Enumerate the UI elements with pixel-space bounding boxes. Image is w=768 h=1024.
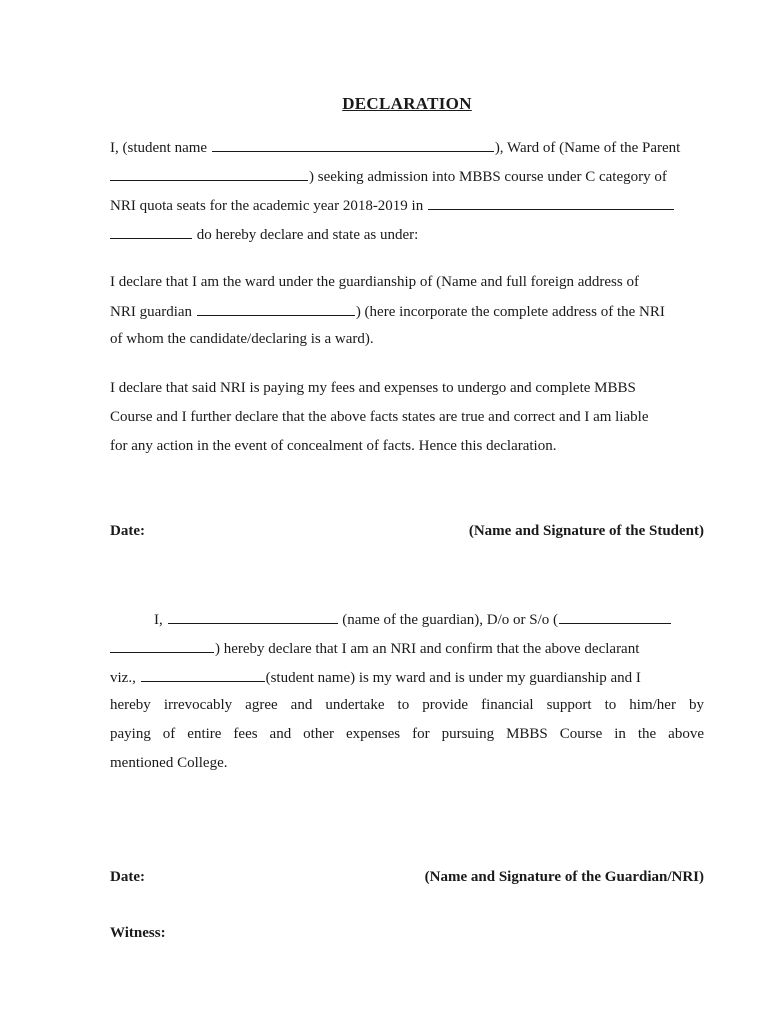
text: (name of the guardian), D/o or S/o ( bbox=[342, 612, 559, 628]
student-signature-label: (Name and Signature of the Student) bbox=[468, 523, 704, 539]
text: ), Ward of (Name of the Parent bbox=[494, 140, 681, 156]
guardian-signature-label: (Name and Signature of the Guardian/NRI) bbox=[424, 869, 704, 885]
para2-line2 bbox=[110, 301, 704, 321]
para4-line6: mentioned College. bbox=[110, 755, 228, 771]
guardian-address-blank[interactable] bbox=[197, 301, 355, 316]
para1-line2 bbox=[110, 166, 704, 186]
text: ) seeking admission into MBBS course under C category of bbox=[309, 169, 667, 185]
guardian-parent-blank-cont[interactable] bbox=[110, 638, 214, 653]
para4-line2 bbox=[110, 638, 704, 658]
guardian-parent-blank[interactable] bbox=[559, 609, 671, 624]
text: ) (here incorporate the complete address of the NRI bbox=[355, 304, 665, 320]
college-name-blank-cont[interactable] bbox=[110, 224, 192, 239]
para1-line1 bbox=[110, 137, 704, 157]
ward-student-name-blank[interactable] bbox=[141, 667, 265, 682]
student-date-label: Date: bbox=[110, 523, 145, 539]
text: (student name) is my ward and is under my guardianship and I bbox=[265, 670, 641, 686]
text: I, bbox=[154, 612, 163, 628]
para1-line4 bbox=[110, 224, 704, 244]
para4-line4: hereby irrevocably agree and undertake to provide financial support to him/her by bbox=[110, 697, 704, 713]
text: NRI guardian bbox=[110, 304, 193, 320]
para3-line1: I declare that said NRI is paying my fees and expenses to undergo and complete MBBS bbox=[110, 380, 636, 396]
text: viz., bbox=[110, 670, 136, 686]
para3-line3: for any action in the event of concealment of facts. Hence this declaration. bbox=[110, 438, 557, 454]
parent-name-blank[interactable] bbox=[110, 166, 308, 181]
text: NRI quota seats for the academic year 2018-2019 in bbox=[110, 198, 424, 214]
text: I, (student name bbox=[110, 140, 208, 156]
text: do hereby declare and state as under: bbox=[196, 227, 419, 243]
para3-line2: Course and I further declare that the above facts states are true and correct and I am liable bbox=[110, 409, 649, 425]
page-title: DECLARATION bbox=[342, 94, 472, 113]
text: ) hereby declare that I am an NRI and confirm that the above declarant bbox=[215, 641, 640, 657]
para4-line3 bbox=[110, 667, 704, 687]
witness-label: Witness: bbox=[110, 925, 166, 941]
para2-line1: I declare that I am the ward under the guardianship of (Name and full foreign address of bbox=[110, 274, 639, 290]
para2-line3: of whom the candidate/declaring is a ward). bbox=[110, 331, 374, 347]
guardian-name-blank[interactable] bbox=[168, 609, 338, 624]
para4-line1 bbox=[110, 609, 704, 629]
para4-line5: paying of entire fees and other expenses for pursuing MBBS Course in the above bbox=[110, 726, 704, 742]
para1-line3 bbox=[110, 195, 704, 215]
student-name-blank[interactable] bbox=[212, 137, 494, 152]
guardian-date-label: Date: bbox=[110, 869, 145, 885]
college-name-blank[interactable] bbox=[428, 195, 674, 210]
